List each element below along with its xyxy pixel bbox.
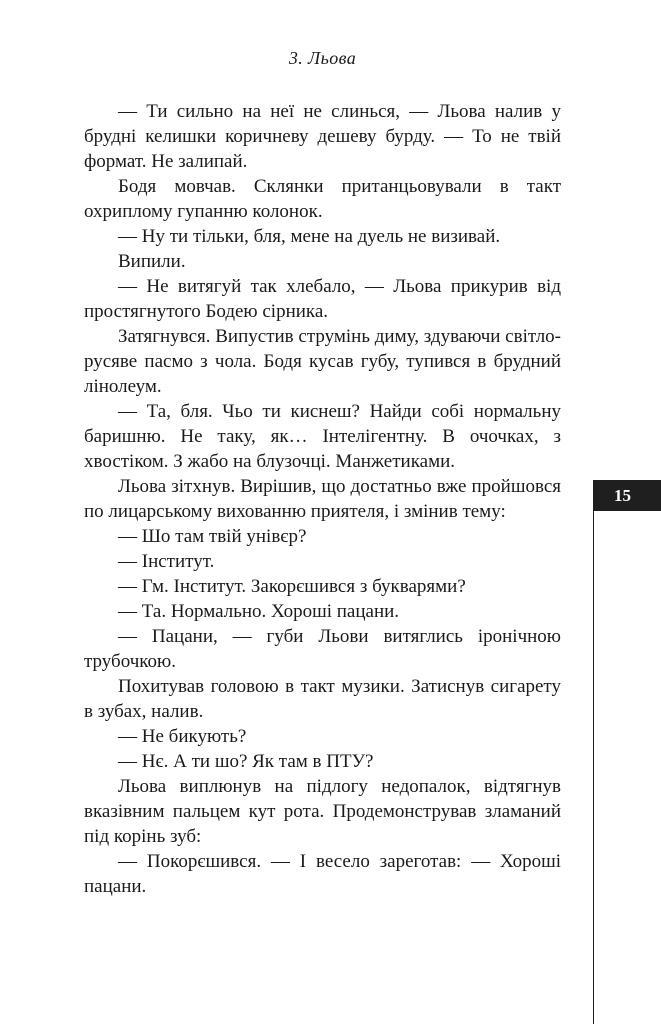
paragraph: Бодя мовчав. Склянки пританцьовували в такт охриплому гупанню колонок. bbox=[84, 176, 561, 222]
paragraph: Льова виплюнув на підлогу недопалок, відтягнув вказівним пальцем кут рота. Продемонстрував зламаний під корінь зуб: bbox=[84, 776, 561, 847]
paragraph: — Ти сильно на неї не слинься, — Льова налив у брудні келишки коричневу дешеву бурду. — То не твій формат. Не залипай. bbox=[84, 101, 561, 172]
paragraph: — Нє. А ти шо? Як там в ПТУ? bbox=[118, 751, 374, 772]
paragraph: — Пацани, — губи Льови витяглись іронічною трубочкою. bbox=[84, 626, 561, 672]
paragraph: Льова зітхнув. Вирішив, що достатньо вже пройшовся по лицарському вихованню приятеля, і змінив тему: bbox=[84, 476, 561, 522]
running-head: 3. Льова bbox=[288, 48, 357, 68]
page-number-tab bbox=[593, 480, 661, 511]
paragraph: — Не витягуй так хлебало, — Льова прикурив від простягнутого Бодею сірника. bbox=[84, 276, 561, 322]
paragraph: Похитував головою в такт музики. Затиснув сигарету в зубах, налив. bbox=[84, 676, 561, 722]
paragraph: — Та, бля. Чьо ти киснеш? Найди собі нормальну баришню. Не таку, як… Інтелігентну. В очочках, з хвостіком. З жабо на блузочці. Манжетиками. bbox=[84, 401, 561, 472]
paragraph: Затягнувся. Випустив струмінь диму, здуваючи світло-русяве пасмо з чола. Бодя кусав губу, тупився в брудний лінолеум. bbox=[84, 326, 561, 397]
paragraph: Випили. bbox=[118, 251, 186, 272]
paragraph: — Гм. Інститут. Закорєшився з букварями? bbox=[118, 576, 466, 597]
page-number: 15 bbox=[614, 486, 631, 505]
paragraph: — Інститут. bbox=[118, 551, 215, 572]
paragraph: — Не бикують? bbox=[118, 726, 247, 747]
margin-rule bbox=[593, 511, 594, 1024]
body-text bbox=[84, 99, 561, 899]
paragraph: — Ну ти тільки, бля, мене на дуель не визивай. bbox=[118, 226, 501, 247]
paragraph: — Та. Нормально. Хороші пацани. bbox=[118, 601, 400, 622]
paragraph: — Покорєшився. — І весело зареготав: — Хороші пацани. bbox=[84, 851, 561, 897]
paragraph: — Шо там твій унівєр? bbox=[118, 526, 307, 547]
